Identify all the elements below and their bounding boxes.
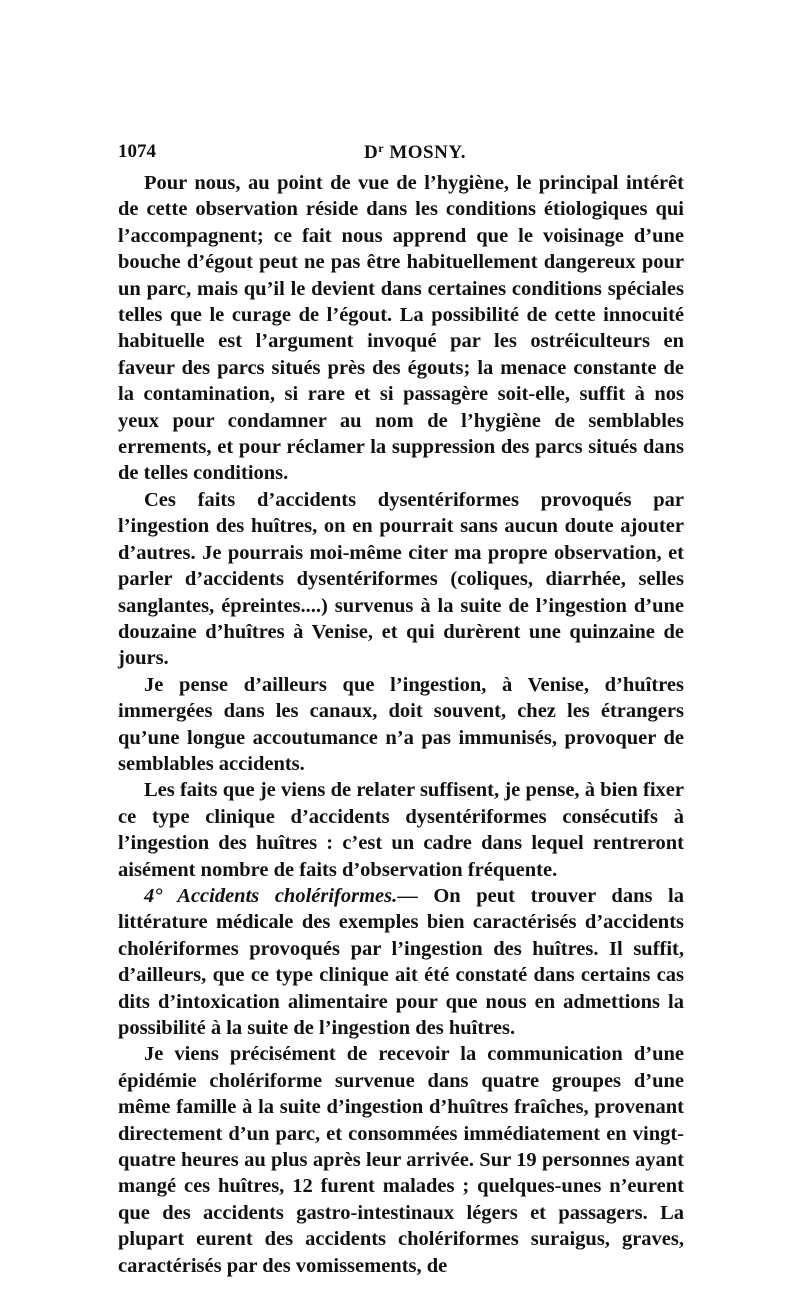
section-title: 4° Accidents cholériformes.: [144, 884, 398, 907]
author-superscript: r: [378, 141, 385, 155]
body-text: [118, 170, 684, 1279]
running-head-author: [364, 141, 466, 164]
section-text: — On peut trouver dans la littérature médicale des exemples bien caractérisés d’accidents cholériformes provoqués par l’ingestion des huîtres. Il suffit, d’ailleurs, que ce type clinique ait été constaté dans certains cas dits d’intoxication alimentaire pour que nous en admettions la possibilité à la suite de l’ingestion des huîtres.: [118, 884, 684, 1039]
paragraph-choleriform-section: [118, 883, 684, 1041]
page-number: 1074: [118, 141, 156, 162]
paragraph-epidemic: Je viens précisément de recevoir la communication d’une épidémie cholériforme survenue dans quatre groupes d’une même famille à la suite d’ingestion d’huîtres fraîches, provenant directement d’un parc, et consommées immédiatement en vingt-quatre heures au plus après leur arrivée. Sur 19 personnes ayant mangé ces huîtres, 12 furent malades ; quelques-unes n’eurent que des accidents gastro-intestinaux légers et passagers. La plupart eurent des accidents cholériformes suraigus, graves, caractérisés par des vomissements, de: [118, 1043, 684, 1277]
author-name: MOSNY.: [384, 142, 467, 163]
author-prefix: D: [364, 142, 379, 163]
paragraph-hygiene: Pour nous, au point de vue de l’hygiène, le principal intérêt de cette observation réside dans les conditions étiologiques qui l’accompagnent; ce fait nous apprend que le voisinage d’une bouche d’égout peut ne pas être habituellement dangereux pour un parc, mais qu’il le devient dans certaines conditions spéciales telles que le curage de l’égout. La possibilité de cette innocuité habituelle est l’argument invoqué par les ostréiculteurs en faveur des parcs situés près des égouts; la menace constante de la contamination, si rare et si passagère soit-elle, suffit à nos yeux pour condamner au nom de l’hygiène de semblables errements, et pour réclamer la suppression des parcs situés dans de telles conditions.: [118, 172, 684, 485]
paragraph-dysenteriform-facts: Ces faits d’accidents dysentériformes provoqués par l’ingestion des huîtres, on en pourrait sans aucun doute ajouter d’autres. Je pourrais moi-même citer ma propre observation, et parler d’accidents dysentériformes (coliques, diarrhée, selles sanglantes, épreintes....) survenus à la suite de l’ingestion d’une douzaine d’huîtres à Venise, et qui durèrent une quinzaine de jours.: [118, 488, 684, 670]
page-header: [118, 141, 684, 167]
paragraph-venice: Je pense d’ailleurs que l’ingestion, à Venise, d’huîtres immergées dans les canaux, doit souvent, chez les étrangers qu’une longue accoutumance n’a pas immunisés, provoquer de semblables accidents.: [118, 673, 684, 775]
paragraph-clinical-type: Les faits que je viens de relater suffisent, je pense, à bien fixer ce type clinique d’accidents dysentériformes consécutifs à l’ingestion des huîtres : c’est un cadre dans lequel rentreront aisément nombre de faits d’observation fréquente.: [118, 779, 684, 881]
